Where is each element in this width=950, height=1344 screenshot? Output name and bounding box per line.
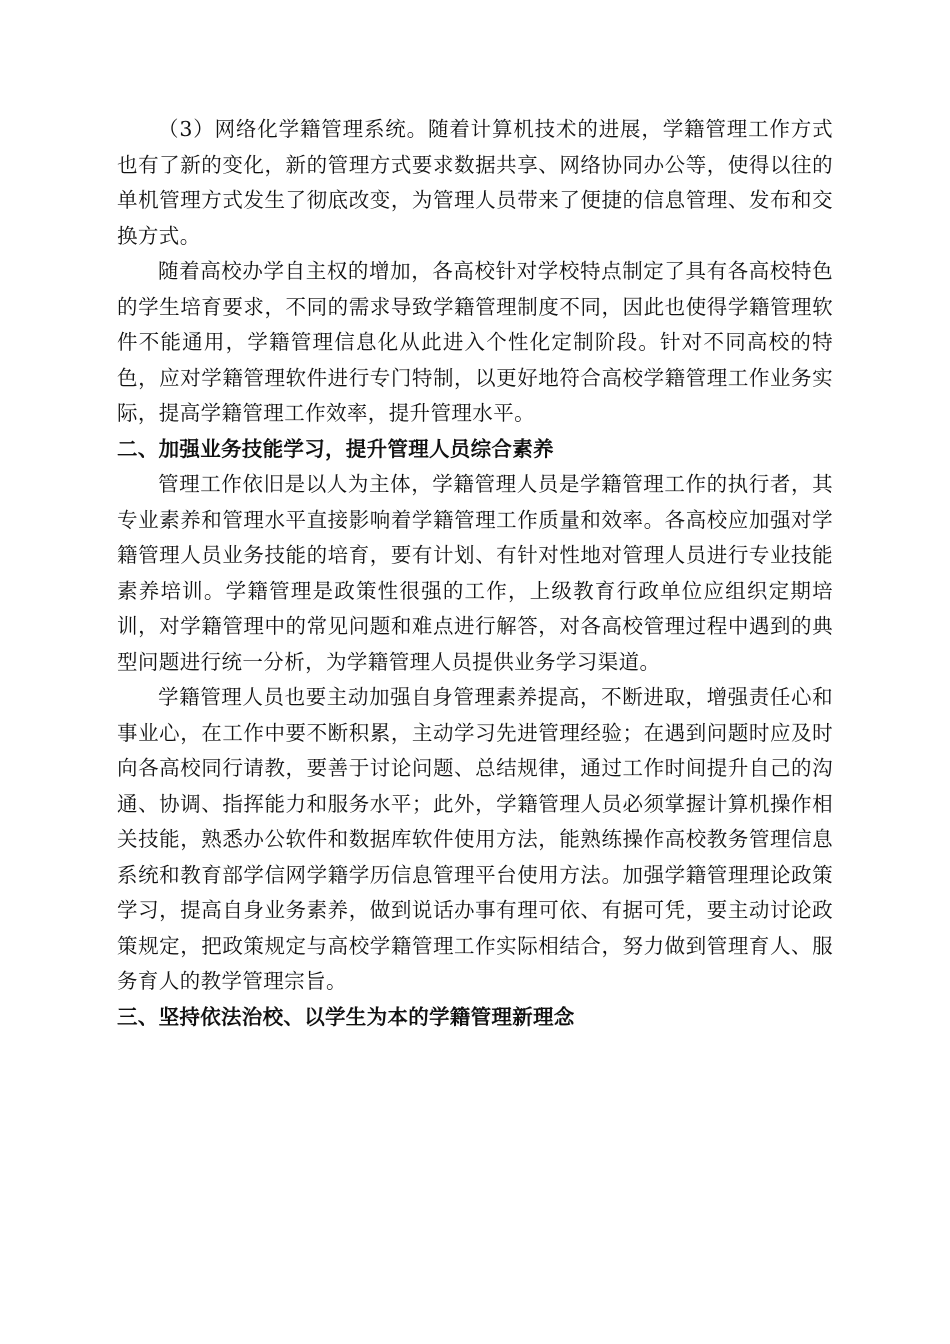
section-heading-2: 二、加强业务技能学习，提升管理人员综合素养 (117, 436, 554, 461)
paragraph-training: 管理工作依旧是以人为主体，学籍管理人员是学籍管理工作的执行者，其专业素养和管理水平直接影响着学籍管理工作质量和效率。各高校应加强对学籍管理人员业务技能的培育，要有计划、有针对性地对管理人员进行专业技能素养培训。学籍管理是政策性很强的工作，上级教育行政单位应组织定期培训，对学籍管理中的常见问题和难点进行解答，对各高校管理过程中遇到的典型问题进行统一分析，为学籍管理人员提供业务学习渠道。 (117, 472, 833, 674)
paragraph-self-improvement: 学籍管理人员也要主动加强自身管理素养提高，不断进取，增强责任心和事业心，在工作中要不断积累，主动学习先进管理经验；在遇到问题时应及时向各高校同行请教，要善于讨论问题、总结规律，通过工作时间提升自己的沟通、协调、指挥能力和服务水平；此外，学籍管理人员必须掌握计算机操作相关技能，熟悉办公软件和数据库软件使用方法，能熟练操作高校教务管理信息系统和教育部学信网学籍学历信息管理平台使用方法。加强学籍管理理论政策学习，提高自身业务素养，做到说话办事有理可依、有据可凭，要主动讨论政策规定，把政策规定与高校学籍管理工作实际相结合，努力做到管理育人、服务育人的教学管理宗旨。 (117, 685, 833, 993)
paragraph-networked-system: （3）网络化学籍管理系统。随着计算机技术的进展，学籍管理工作方式也有了新的变化，新的管理方式要求数据共享、网络协同办公等，使得以往的单机管理方式发生了彻底改变，为管理人员带来了便捷的信息管理、发布和交换方式。 (117, 117, 833, 248)
section-heading-3: 三、坚持依法治校、以学生为本的学籍管理新理念 (117, 1004, 575, 1029)
paragraph-autonomy: 随着高校办学自主权的增加，各高校针对学校特点制定了具有各高校特色的学生培育要求，不同的需求导致学籍管理制度不同，因此也使得学籍管理软件不能通用，学籍管理信息化从此进入个性化定制阶段。针对不同高校的特色，应对学籍管理软件进行专门特制，以更好地符合高校学籍管理工作业务实际，提高学籍管理工作效率，提升管理水平。 (117, 259, 833, 425)
